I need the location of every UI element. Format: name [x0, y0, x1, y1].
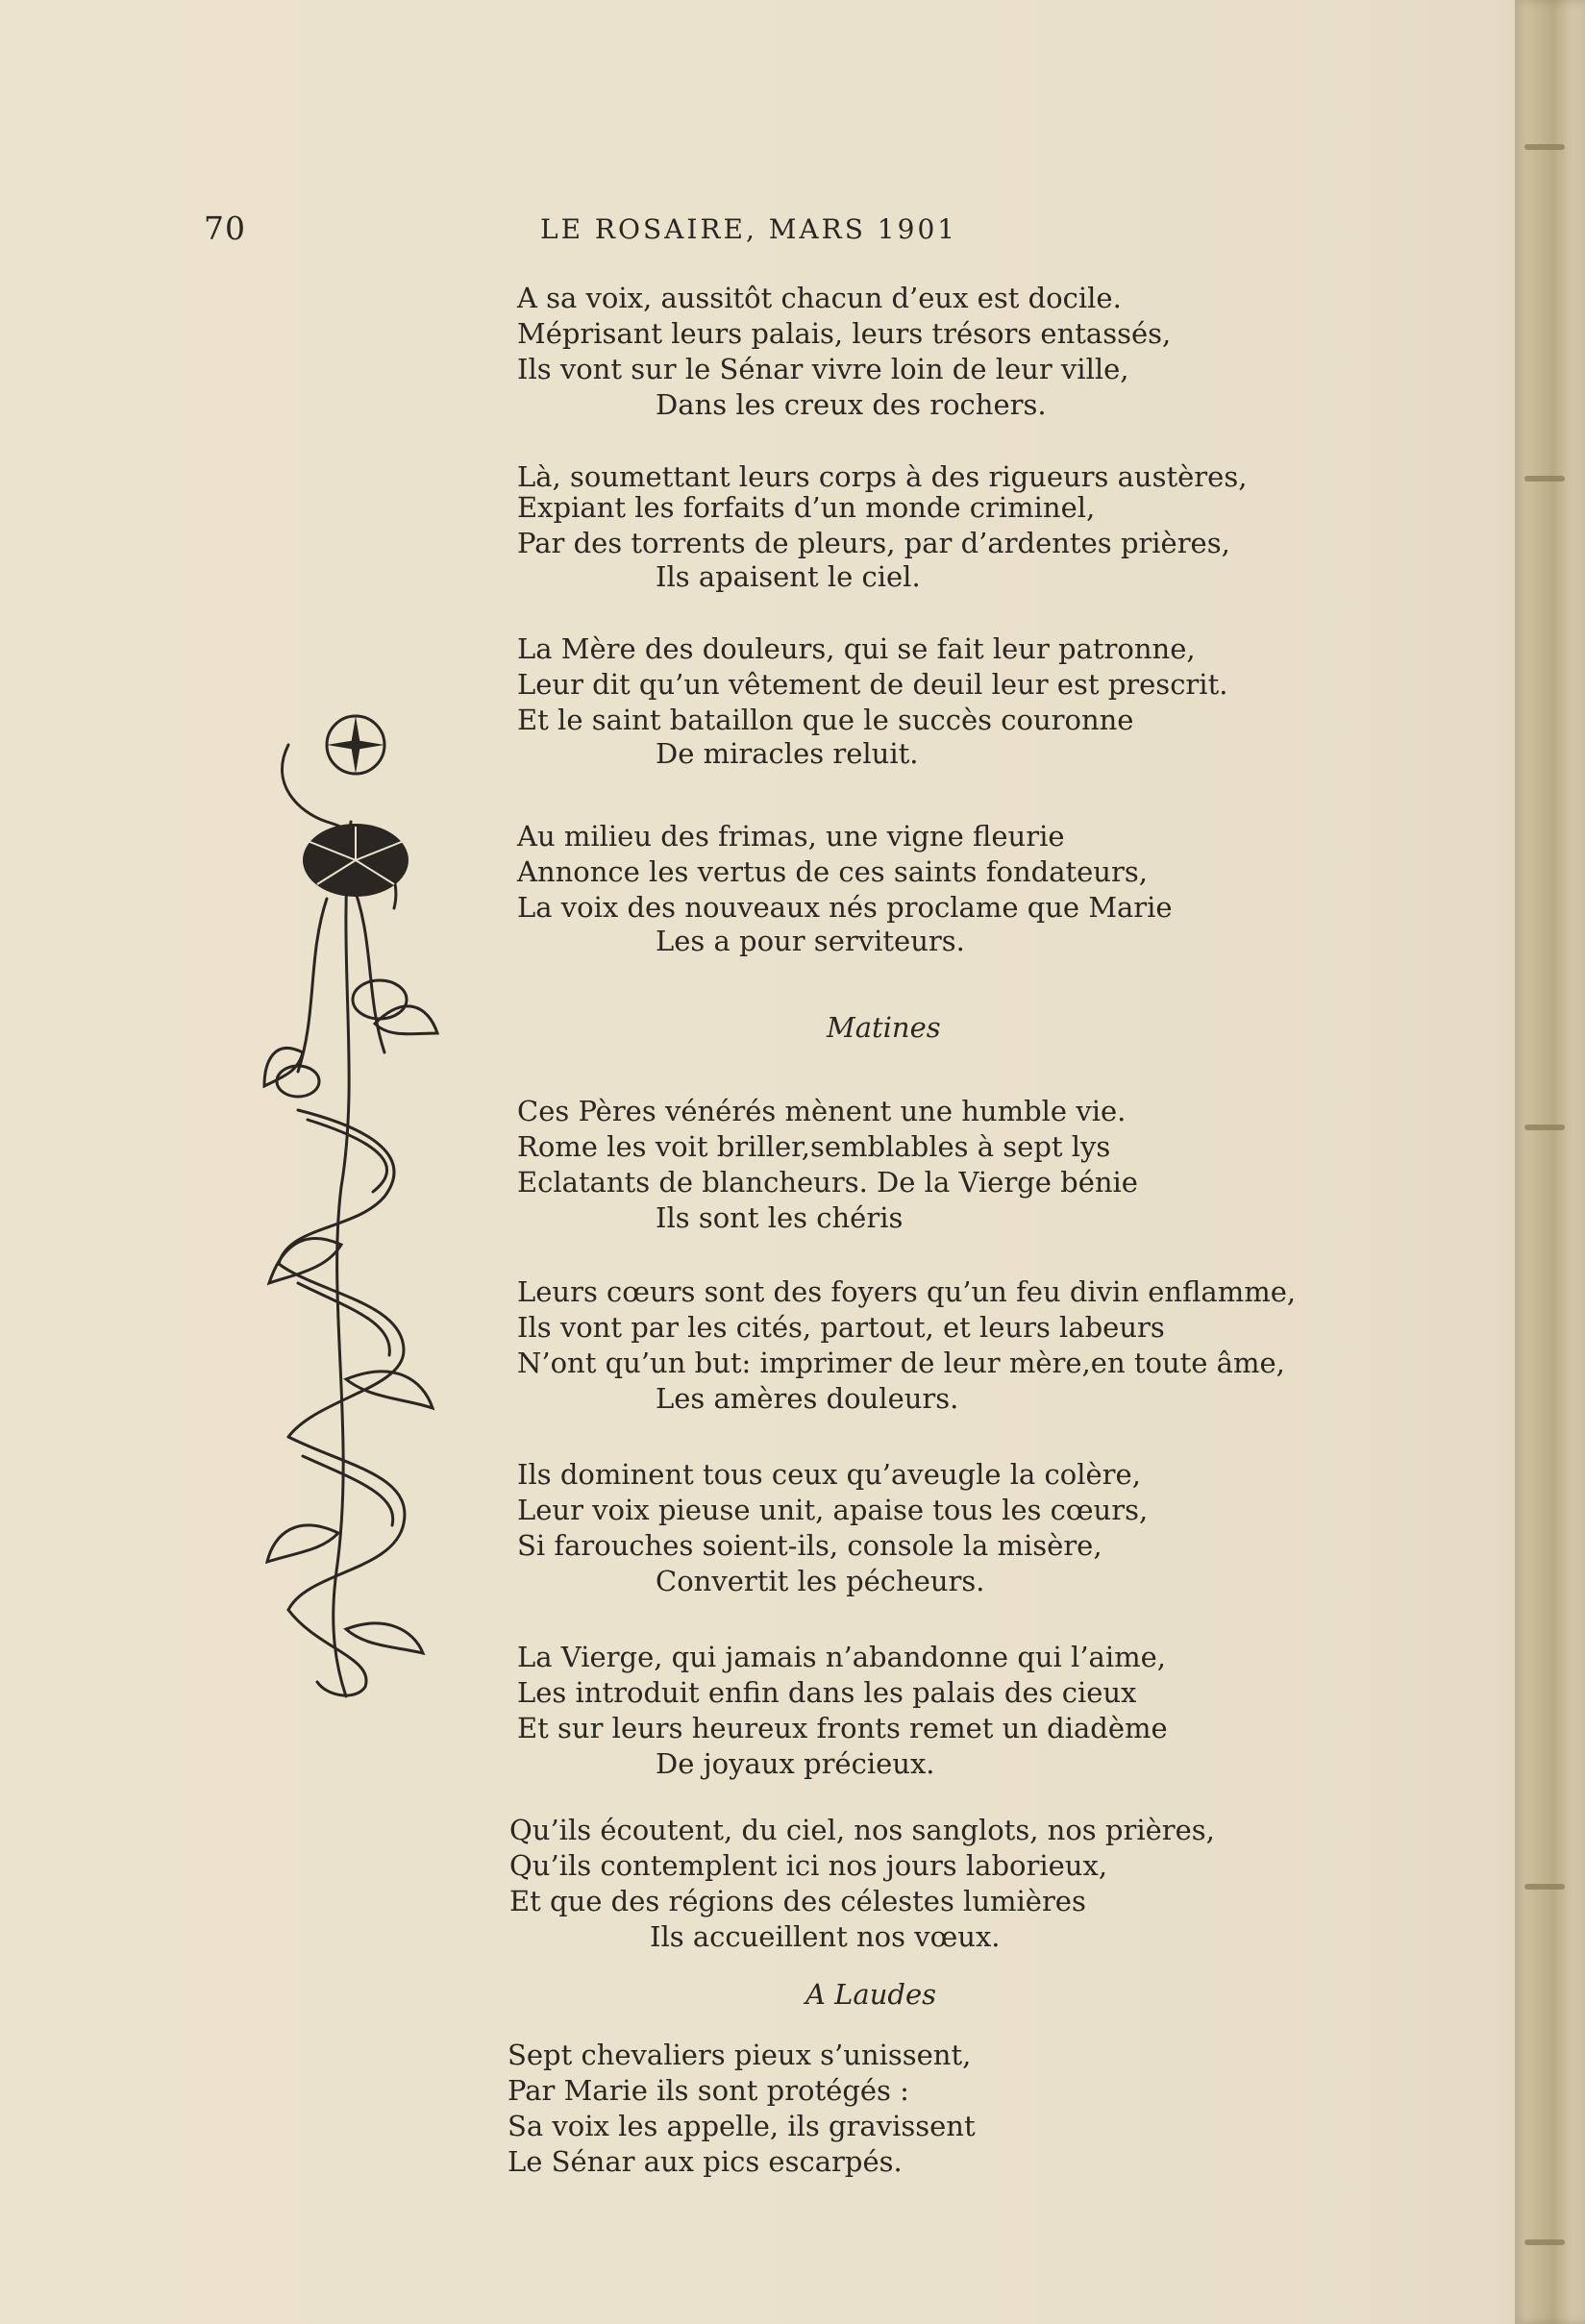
verse-line: De miracles reluit. [656, 737, 919, 770]
verse-line: Qu’ils contemplent ici nos jours laborieux, [509, 1849, 1108, 1882]
verse-line: Leurs cœurs sont des foyers qu’un feu divin enflamme, [517, 1275, 1297, 1308]
verse-line: Dans les creux des rochers. [656, 388, 1047, 421]
verse-line: Par Marie ils sont protégés : [508, 2074, 909, 2107]
verse-line: Le Sénar aux pics escarpés. [508, 2145, 903, 2178]
page-number: 70 [204, 210, 246, 247]
verse-line: Les introduit enfin dans les palais des cieux [517, 1676, 1137, 1709]
verse-line: Expiant les forfaits d’un monde criminel, [517, 491, 1096, 524]
verse-line: La voix des nouveaux nés proclame que Marie [517, 891, 1173, 924]
verse-line: A sa voix, aussitôt chacun d’eux est docile. [517, 282, 1122, 314]
verse-line: Et que des régions des célestes lumières [509, 1885, 1086, 1917]
verse-line: Les a pour serviteurs. [656, 925, 965, 957]
verse-line: Convertit les pécheurs. [656, 1565, 985, 1597]
verse-line: Ils dominent tous ceux qu’aveugle la colère, [517, 1458, 1141, 1491]
verse-line: Là, soumettant leurs corps à des rigueurs austères, [517, 460, 1248, 493]
verse-line: Par des torrents de pleurs, par d’ardentes prières, [517, 527, 1230, 559]
verse-line: Méprisant leurs palais, leurs trésors entassés, [517, 317, 1172, 350]
verse-line: Les amères douleurs. [656, 1382, 959, 1415]
verse-line: Sa voix les appelle, ils gravissent [508, 2110, 976, 2142]
verse-line: N’ont qu’un but: imprimer de leur mère,en toute âme, [517, 1347, 1285, 1379]
running-title: LE ROSAIRE, MARS 1901 [540, 213, 958, 245]
verse-line: Si farouches soient-ils, console la misère, [517, 1529, 1102, 1562]
verse-line: Ils apaisent le ciel. [656, 560, 921, 593]
verse-line: Leur voix pieuse unit, apaise tous les cœurs, [517, 1494, 1149, 1526]
verse-line: Annonce les vertus de ces saints fondateurs, [517, 855, 1148, 888]
verse-line: Ces Pères vénérés mènent une humble vie. [517, 1095, 1127, 1127]
verse-line: Rome les voit briller,semblables à sept lys [517, 1130, 1111, 1163]
verse-line: Qu’ils écoutent, du ciel, nos sanglots, nos prières, [509, 1814, 1215, 1846]
verse-line: Et sur leurs heureux fronts remet un diadème [517, 1712, 1168, 1744]
verse-line: Sept chevaliers pieux s’unissent, [508, 2039, 972, 2071]
verse-line: Au milieu des frimas, une vigne fleurie [517, 820, 1065, 853]
verse-line: Ils vont par les cités, partout, et leurs labeurs [517, 1311, 1165, 1344]
section-title-matines: Matines [827, 1011, 941, 1044]
verse-line: Leur dit qu’un vêtement de deuil leur est prescrit. [517, 668, 1228, 701]
verse-line: La Mère des douleurs, qui se fait leur patronne, [517, 632, 1196, 665]
verse-line: De joyaux précieux. [656, 1747, 935, 1780]
verse-line: Eclatants de blancheurs. De la Vierge bénie [517, 1166, 1138, 1199]
verse-line: Ils vont sur le Sénar vivre loin de leur ville, [517, 353, 1129, 385]
floral-ribbon-ornament-icon [260, 706, 442, 1701]
book-binding [1515, 0, 1585, 2324]
verse-line: Et le saint bataillon que le succès couronne [517, 704, 1134, 736]
verse-line: Ils accueillent nos vœux. [650, 1920, 1001, 1953]
verse-line: La Vierge, qui jamais n’abandonne qui l’aime, [517, 1641, 1166, 1673]
section-title-a-laudes: A Laudes [805, 1978, 936, 2011]
verse-line: Ils sont les chéris [656, 1201, 904, 1234]
